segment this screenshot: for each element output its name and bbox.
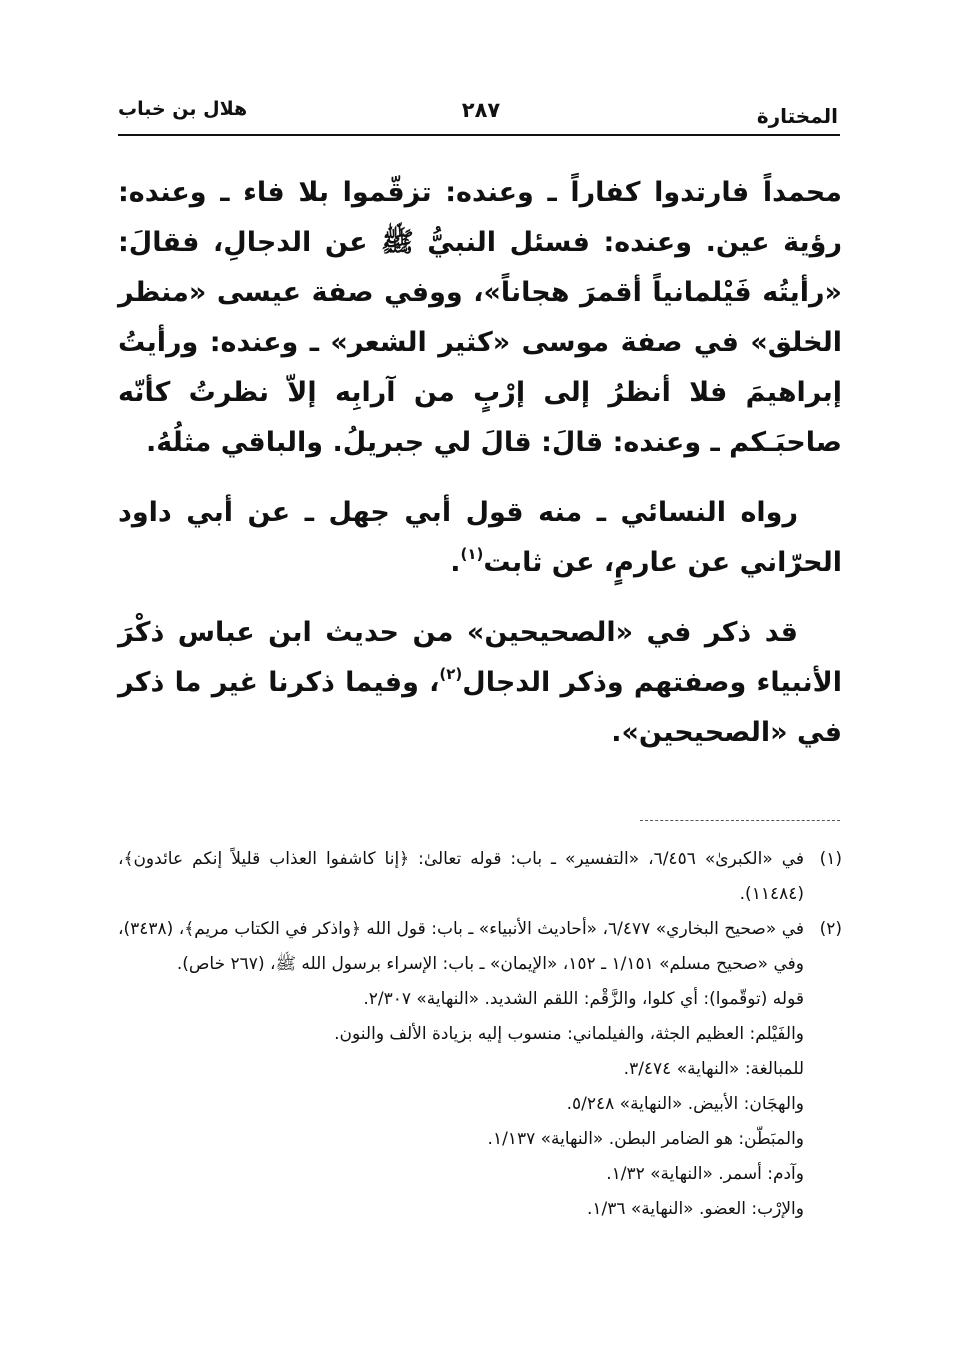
header-divider [118,134,840,136]
gloss-line: والمبَطّن: هو الضامر البطن. «النهاية» ١/١٣٧. [487,1129,804,1149]
footnote-2 [118,912,842,982]
paragraph-3-text-b: ، وفيما ذكرنا غير ما ذكر في «الصحيحين». [118,667,842,748]
book-title: المختارة [756,104,838,128]
footnote-1 [118,842,842,912]
paragraph-1: محمداً فارتدوا كفاراً ـ وعنده: تزقّموا بلا فاء ـ وعنده: رؤية عين. وعنده: فسئل النبيُّ ﷺ عن الدجالِ، فقالَ: «رأيتُه فَيْلمانياً أقمرَ هجاناً»، ووفي صفة عيسى «منظر الخلق» في صفة موسى «كثير الشعر» ـ وعنده: ورأيتُ إبراهيمَ فلا أنظرُ إلى إرْبٍ من آرابِه إلاّ نظرتُ كأنّه صاحبَـكم ـ وعنده: قالَ: قالَ لي جبريلُ. والباقي مثلُهُ. [118,177,842,458]
footnote-ref-1[interactable]: (١) [460,545,484,563]
gloss-line: للمبالغة: «النهاية» ٣/٤٧٤. [623,1059,804,1079]
main-text [118,168,842,758]
footnote-divider [640,820,840,821]
gloss-line: قوله (توقّموا): أي كلوا، والزَّقْم: اللقم الشديد. «النهاية» ٢/٣٠٧. [363,989,804,1009]
footnote-number: (٢) [819,919,842,939]
gloss-line: والإرْب: العضو. «النهاية» ١/٣٦. [586,1199,804,1219]
gloss-line: والهجَان: الأبيض. «النهاية» ٥/٢٤٨. [566,1094,804,1114]
paragraph-3 [118,608,842,758]
paragraph-2-text: رواه النسائي ـ منه قول أبي جهل ـ عن أبي داود الحرّاني عن عارمٍ، عن ثابت [118,497,842,578]
footnote-text: في «صحيح البخاري» ٦/٤٧٧، «أحاديث الأنبياء» ـ باب: قول الله ﴿واذكر في الكتاب مريم﴾، (٣٤٣٨)، وفي «صحيح مسلم» ١/١٥١ ـ ١٥٢، «الإيمان» ـ باب: الإسراء برسول الله ﷺ، (٢٦٧ خاص). [118,919,805,974]
gloss-line: وآدم: أسمر. «النهاية» ١/٣٢. [606,1164,804,1184]
footnote-number: (١) [819,849,842,869]
gloss-line: والفَيْلم: العظيم الجثة، والفيلماني: منسوب إليه بزيادة الألف والنون. [334,1024,804,1044]
running-header [118,96,838,132]
paragraph-2-end: . [450,547,461,578]
footnote-text: في «الكبرىٰ» ٦/٤٥٦، «التفسير» ـ باب: قوله تعالىٰ: ﴿إنا كاشفوا العذاب قليلاً إنكم عائدون﴾، (١١٤٨٤). [118,849,804,904]
footnote-ref-2[interactable]: (٢) [439,665,463,683]
page-number: ٢٨٧ [461,98,501,122]
chapter-title: هلال بن خباب [118,98,248,120]
footnotes [118,842,842,1227]
paragraph-3-text-a: قد ذكر في «الصحيحين» من حديث ابن عباس ذكْرَ الأنبياء وصفتهم وذكر الدجال [118,617,842,698]
paragraph-2 [118,488,842,588]
